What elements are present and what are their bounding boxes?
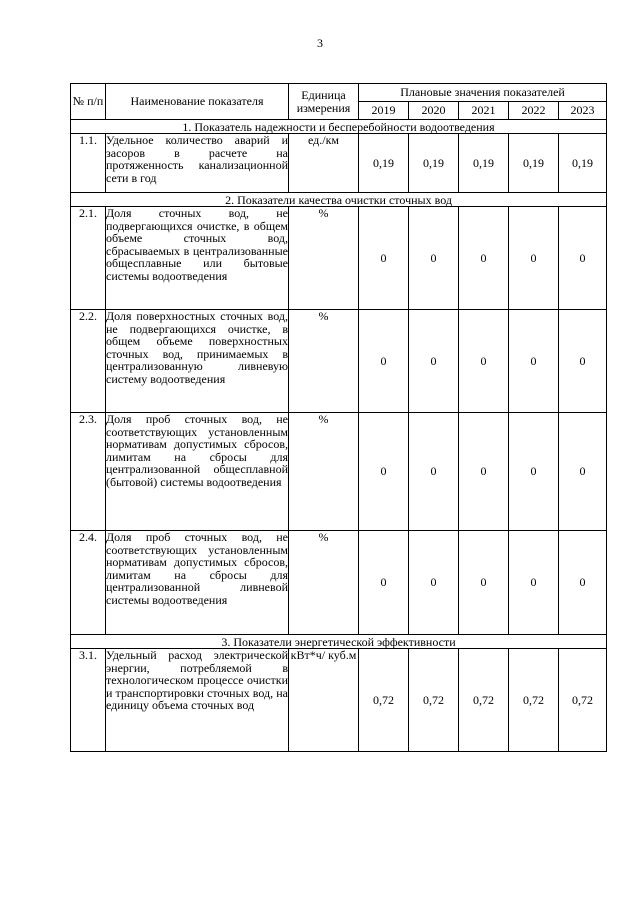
row-value: 0	[359, 207, 409, 310]
header-year: 2020	[409, 102, 459, 120]
row-value: 0	[459, 207, 509, 310]
row-value: 0,72	[409, 649, 459, 752]
row-unit: %	[289, 207, 359, 310]
row-value: 0	[409, 207, 459, 310]
row-value: 0	[559, 531, 607, 635]
row-value: 0	[359, 310, 409, 413]
table-row	[71, 413, 607, 531]
row-name: Удельный расход электрической энергии, потребляемой в технологическом процессе очистки и транспортировки сточных вод, на единицу объема сточных вод	[106, 649, 289, 752]
row-name: Доля проб сточных вод, не соответствующих установленным нормативам допустимых сбросов, лимитам на сбросы для централизованной ливневой системы водоотведения	[106, 531, 289, 635]
table-row	[71, 207, 607, 310]
row-value: 0	[459, 531, 509, 635]
row-unit: %	[289, 531, 359, 635]
row-number: 2.4.	[71, 531, 106, 635]
row-number: 3.1.	[71, 649, 106, 752]
row-value: 0,72	[509, 649, 559, 752]
row-number: 2.3.	[71, 413, 106, 531]
section-title: 3. Показатели энергетической эффективности	[71, 635, 607, 649]
row-number: 2.2.	[71, 310, 106, 413]
row-number: 1.1.	[71, 134, 106, 193]
header-plan: Плановые значения показателей	[359, 84, 607, 102]
row-value: 0	[509, 413, 559, 531]
row-unit: %	[289, 310, 359, 413]
row-unit: кВт*ч/ куб.м	[289, 649, 359, 752]
indicators-table	[70, 83, 607, 752]
row-value: 0,19	[359, 134, 409, 193]
row-value: 0	[409, 310, 459, 413]
row-value: 0,19	[559, 134, 607, 193]
table-row	[71, 310, 607, 413]
header-year: 2019	[359, 102, 409, 120]
table-row	[71, 649, 607, 752]
row-value: 0,72	[359, 649, 409, 752]
row-value: 0	[409, 413, 459, 531]
header-year: 2023	[559, 102, 607, 120]
header-year: 2021	[459, 102, 509, 120]
row-name: Доля проб сточных вод, не соответствующих установленным нормативам допустимых сбросов, лимитам на сбросы для централизованной общесплавной (бытовой) системы водоотведения	[106, 413, 289, 531]
row-value: 0	[509, 531, 559, 635]
row-name: Доля поверхностных сточных вод, не подвергающихся очистке, в общем объеме поверхностных сточных вод, принимаемых в централизованную ливневую систему водоотведения	[106, 310, 289, 413]
row-value: 0	[359, 413, 409, 531]
table-row	[71, 134, 607, 193]
row-value: 0,19	[409, 134, 459, 193]
row-value: 0,72	[459, 649, 509, 752]
row-value: 0,19	[459, 134, 509, 193]
row-value: 0	[559, 413, 607, 531]
section-title: 1. Показатель надежности и бесперебойности водоотведения	[71, 120, 607, 134]
row-value: 0	[509, 310, 559, 413]
row-value: 0	[359, 531, 409, 635]
row-value: 0,19	[509, 134, 559, 193]
row-value: 0	[459, 310, 509, 413]
table-row	[71, 531, 607, 635]
row-number: 2.1.	[71, 207, 106, 310]
header-unit: Единица измерения	[289, 84, 359, 120]
row-name: Доля сточных вод, не подвергающихся очистке, в общем объеме сточных вод, сбрасываемых в централизованные общесплавные или бытовые системы водоотведения	[106, 207, 289, 310]
header-name: Наименование показателя	[106, 84, 289, 120]
header-year: 2022	[509, 102, 559, 120]
row-unit: %	[289, 413, 359, 531]
row-value: 0	[459, 413, 509, 531]
row-value: 0,72	[559, 649, 607, 752]
row-value: 0	[559, 207, 607, 310]
row-name: Удельное количество аварий и засоров в расчете на протяженность канализационной сети в год	[106, 134, 289, 193]
row-value: 0	[559, 310, 607, 413]
section-title: 2. Показатели качества очистки сточных вод	[71, 193, 607, 207]
row-value: 0	[509, 207, 559, 310]
header-num: № п/п	[71, 84, 106, 120]
row-unit: ед./км	[289, 134, 359, 193]
row-value: 0	[409, 531, 459, 635]
page-number: 3	[317, 36, 323, 50]
